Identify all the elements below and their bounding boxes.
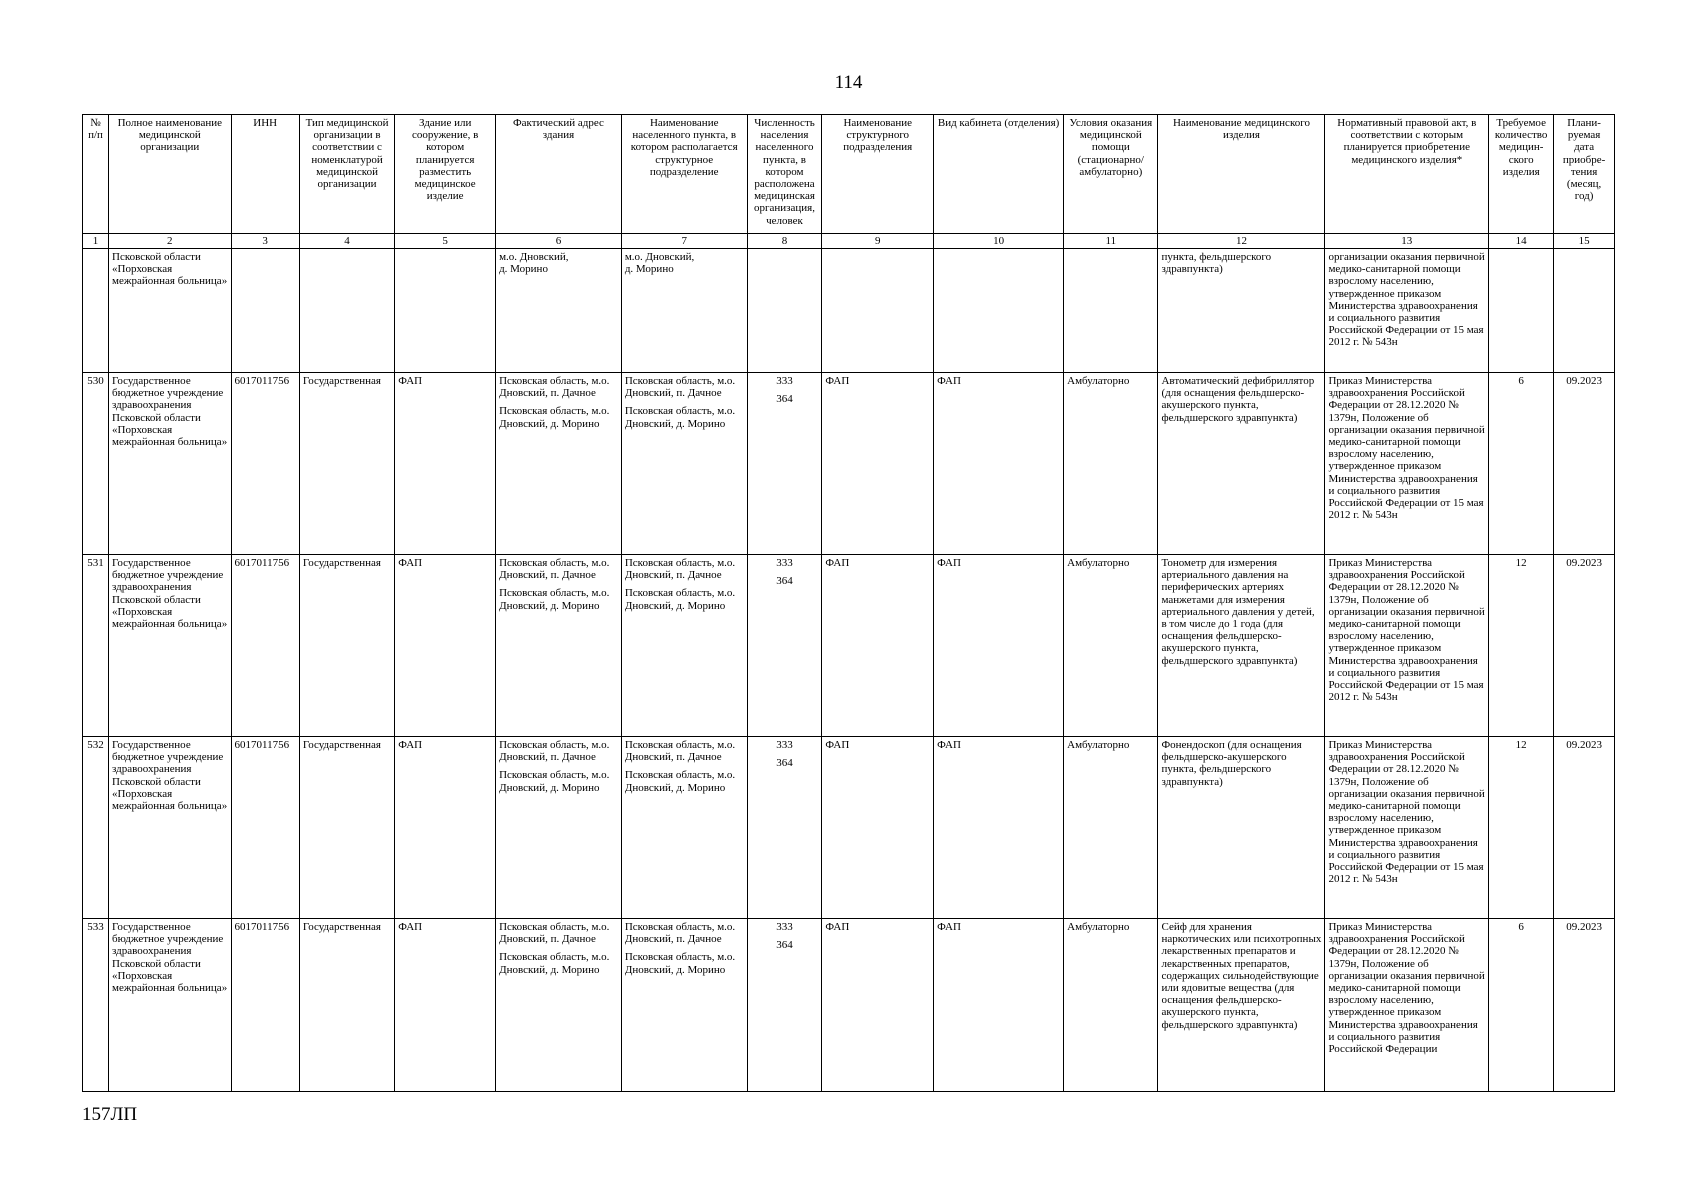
- column-number-row: [83, 234, 1615, 249]
- cell-building: ФАП: [395, 919, 496, 1092]
- header-row: [83, 115, 1615, 234]
- cell-room: ФАП: [934, 373, 1064, 555]
- cell-population: [747, 249, 822, 373]
- column-number: 9: [822, 234, 934, 249]
- column-number: 3: [231, 234, 299, 249]
- address-line: Псковская область, м.о. Дновский, д. Морино: [499, 769, 610, 794]
- cell-org: Псковской области «Порховская межрайонная больница»: [109, 249, 232, 373]
- column-number: 10: [934, 234, 1064, 249]
- header-cell: Условия оказания медицинской помощи (стационарно/ амбулаторно): [1064, 115, 1158, 234]
- cell-building: ФАП: [395, 555, 496, 737]
- cell-address: [496, 249, 622, 373]
- header-cell: Фактический адрес здания: [496, 115, 622, 234]
- cell-locality: [621, 249, 747, 373]
- header-cell: Полное наименование медицинской организации: [109, 115, 232, 234]
- cell-population: [747, 373, 822, 555]
- column-number: 1: [83, 234, 109, 249]
- cell-org: Государственное бюджетное учреждение здравоохранения Псковской области «Порховская межрайонная больница»: [109, 919, 232, 1092]
- address-line: Псковская область, м.о. Дновский, д. Морино: [624, 769, 736, 794]
- population-value: 364: [776, 939, 793, 952]
- cell-org: Государственное бюджетное учреждение здравоохранения Псковской области «Порховская межрайонная больница»: [109, 555, 232, 737]
- column-number: 5: [395, 234, 496, 249]
- population-value: 333: [776, 921, 793, 933]
- cell-device: пункта, фельдшерского здравпункта): [1158, 249, 1325, 373]
- address-line: Псковская область, м.о. Дновский, п. Дачное: [624, 557, 736, 582]
- header-cell: ИНН: [231, 115, 299, 234]
- continuation-row: [83, 249, 1615, 373]
- cell-date: 09.2023: [1554, 737, 1615, 919]
- column-number: 4: [299, 234, 394, 249]
- cell-inn: 6017011756: [231, 919, 299, 1092]
- cell-conditions: Амбулаторно: [1064, 373, 1158, 555]
- cell-conditions: Амбулаторно: [1064, 919, 1158, 1092]
- cell-act: Приказ Министерства здравоохранения Российской Федерации от 28.12.2020 № 1379н, Положение об организации оказания первичной медико-санитарной помощи взрослому населению, утвержденное приказом Министерства здравоохранения и социального развития Российской Федерации: [1325, 919, 1489, 1092]
- cell-number: 532: [83, 737, 109, 919]
- address-line: Псковская область, м.о. Дновский, п. Дачное: [499, 739, 610, 764]
- cell-org: Государственное бюджетное учреждение здравоохранения Псковской области «Порховская межрайонная больница»: [109, 737, 232, 919]
- cell-type: [299, 249, 394, 373]
- column-number: 15: [1554, 234, 1615, 249]
- header-cell: Здание или сооружение, в котором планируется разместить медицинское изделие: [395, 115, 496, 234]
- header-cell: Наименование населенного пункта, в котором располагается структурное подразделение: [621, 115, 747, 234]
- address-line: Псковская область, м.о. Дновский, п. Дачное: [624, 739, 736, 764]
- cell-building: [395, 249, 496, 373]
- cell-unit: [822, 249, 934, 373]
- cell-building: ФАП: [395, 737, 496, 919]
- column-number: 2: [109, 234, 232, 249]
- address-line: Псковская область, м.о. Дновский, п. Дачное: [624, 375, 736, 400]
- header-cell: Нормативный правовой акт, в соответствии с которым планируется приобретение медицинского изделия*: [1325, 115, 1489, 234]
- header-cell: Наименование медицинского изделия: [1158, 115, 1325, 234]
- population-value: 364: [776, 575, 793, 588]
- column-number: 13: [1325, 234, 1489, 249]
- cell-unit: ФАП: [822, 373, 934, 555]
- cell-type: Государственная: [299, 919, 394, 1092]
- cell-act: Приказ Министерства здравоохранения Российской Федерации от 28.12.2020 № 1379н, Положение об организации оказания первичной медико-санитарной помощи взрослому населению, утвержденное приказом Министерства здравоохранения и социального развития Российской Федерации от 15 мая 2012 г. № 543н: [1325, 737, 1489, 919]
- cell-population: [747, 555, 822, 737]
- header-cell: Тип медицинской организации в соответствии с номенклатурой медицинской организации: [299, 115, 394, 234]
- cell-unit: ФАП: [822, 919, 934, 1092]
- population-value: 333: [776, 375, 793, 387]
- cell-inn: [231, 249, 299, 373]
- cell-room: [934, 249, 1064, 373]
- population-value: 333: [776, 557, 793, 569]
- column-number: 14: [1489, 234, 1554, 249]
- table-row: [83, 555, 1615, 737]
- column-number: 11: [1064, 234, 1158, 249]
- cell-room: ФАП: [934, 919, 1064, 1092]
- address-line: Псковская область, м.о. Дновский, п. Дачное: [624, 921, 736, 946]
- cell-qty: [1489, 249, 1554, 373]
- cell-qty: 6: [1489, 373, 1554, 555]
- cell-number: [83, 249, 109, 373]
- address-line: Псковская область, м.о. Дновский, д. Морино: [624, 951, 736, 976]
- cell-act: организации оказания первичной медико-санитарной помощи взрослому населению, утвержденное приказом Министерства здравоохранения и социального развития Российской Федерации от 15 мая 2012 г. № 543н: [1325, 249, 1489, 373]
- cell-inn: 6017011756: [231, 373, 299, 555]
- cell-conditions: Амбулаторно: [1064, 555, 1158, 737]
- cell-date: [1554, 249, 1615, 373]
- column-number: 7: [621, 234, 747, 249]
- population-value: 333: [776, 739, 793, 751]
- table-row: [83, 737, 1615, 919]
- header-cell: Плани-руемая дата приобре-тения (месяц, год): [1554, 115, 1615, 234]
- header-cell: Вид кабинета (отделения): [934, 115, 1064, 234]
- cell-population: [747, 737, 822, 919]
- cell-conditions: Амбулаторно: [1064, 737, 1158, 919]
- cell-room: ФАП: [934, 555, 1064, 737]
- column-number: 8: [747, 234, 822, 249]
- cell-number: 530: [83, 373, 109, 555]
- address-line: Псковская область, м.о. Дновский, д. Морино: [499, 405, 610, 430]
- cell-address: [496, 919, 622, 1092]
- cell-locality: [621, 737, 747, 919]
- cell-act: Приказ Министерства здравоохранения Российской Федерации от 28.12.2020 № 1379н, Положение об организации оказания первичной медико-санитарной помощи взрослому населению, утвержденное приказом Министерства здравоохранения и социального развития Российской Федерации от 15 мая 2012 г. № 543н: [1325, 373, 1489, 555]
- cell-type: Государственная: [299, 737, 394, 919]
- cell-address: [496, 373, 622, 555]
- population-value: 364: [776, 757, 793, 770]
- cell-address: [496, 737, 622, 919]
- address-line: д. Морино: [499, 263, 548, 276]
- cell-inn: 6017011756: [231, 737, 299, 919]
- table-row: [83, 373, 1615, 555]
- page-number: 114: [834, 72, 863, 93]
- cell-building: ФАП: [395, 373, 496, 555]
- cell-device: Фонендоскоп (для оснащения фельдшерско-акушерского пункта, фельдшерского здравпункта): [1158, 737, 1325, 919]
- cell-qty: 12: [1489, 737, 1554, 919]
- address-line: Псковская область, м.о. Дновский, п. Дачное: [499, 921, 610, 946]
- cell-population: [747, 919, 822, 1092]
- address-line: д. Морино: [624, 263, 674, 276]
- cell-locality: [621, 919, 747, 1092]
- cell-inn: 6017011756: [231, 555, 299, 737]
- header-cell: Численность населения населенного пункта, в котором расположена медицинская организация, человек: [747, 115, 822, 234]
- cell-unit: ФАП: [822, 555, 934, 737]
- document-code: 157ЛП: [82, 1104, 138, 1125]
- column-number: 12: [1158, 234, 1325, 249]
- cell-device: Тонометр для измерения артериального давления на периферических артериях манжетами для измерения артериального давления у детей, в том числе до 1 года (для оснащения фельдшерско-акушерского пункта, фельдшерского здравпункта): [1158, 555, 1325, 737]
- cell-conditions: [1064, 249, 1158, 373]
- address-line: Псковская область, м.о. Дновский, п. Дачное: [499, 557, 610, 582]
- cell-qty: 6: [1489, 919, 1554, 1092]
- cell-device: Сейф для хранения наркотических или психотропных лекарственных препаратов и лекарственных препаратов, содержащих сильнодействующие или ядовитые вещества (для оснащения фельдшерско-акушерского пункта, фельдшерского здравпункта): [1158, 919, 1325, 1092]
- population-value: 364: [776, 393, 793, 406]
- address-line: Псковская область, м.о. Дновский, д. Морино: [624, 405, 736, 430]
- column-number: 6: [496, 234, 622, 249]
- cell-address: [496, 555, 622, 737]
- cell-date: 09.2023: [1554, 919, 1615, 1092]
- address-line: м.о. Дновский,: [499, 251, 569, 263]
- cell-device: Автоматический дефибриллятор (для оснащения фельдшерско-акушерского пункта, фельдшерского здравпункта): [1158, 373, 1325, 555]
- cell-qty: 12: [1489, 555, 1554, 737]
- header-cell: Требуемое количество медицин-ского изделия: [1489, 115, 1554, 234]
- address-line: Псковская область, м.о. Дновский, д. Морино: [499, 951, 610, 976]
- cell-act: Приказ Министерства здравоохранения Российской Федерации от 28.12.2020 № 1379н, Положение об организации оказания первичной медико-санитарной помощи взрослому населению, утвержденное приказом Министерства здравоохранения и социального развития Российской Федерации от 15 мая 2012 г. № 543н: [1325, 555, 1489, 737]
- cell-number: 533: [83, 919, 109, 1092]
- cell-org: Государственное бюджетное учреждение здравоохранения Псковской области «Порховская межрайонная больница»: [109, 373, 232, 555]
- cell-locality: [621, 555, 747, 737]
- table-row: [83, 919, 1615, 1092]
- address-line: м.о. Дновский,: [624, 251, 695, 263]
- cell-type: Государственная: [299, 555, 394, 737]
- cell-date: 09.2023: [1554, 555, 1615, 737]
- cell-type: Государственная: [299, 373, 394, 555]
- cell-room: ФАП: [934, 737, 1064, 919]
- address-line: Псковская область, м.о. Дновский, д. Морино: [499, 587, 610, 612]
- cell-date: 09.2023: [1554, 373, 1615, 555]
- cell-locality: [621, 373, 747, 555]
- address-line: Псковская область, м.о. Дновский, п. Дачное: [499, 375, 610, 400]
- cell-unit: ФАП: [822, 737, 934, 919]
- equipment-table: [82, 114, 1615, 1092]
- header-cell: № п/п: [83, 115, 109, 234]
- cell-number: 531: [83, 555, 109, 737]
- address-line: Псковская область, м.о. Дновский, д. Морино: [624, 587, 736, 612]
- header-cell: Наименование структурного подразделения: [822, 115, 934, 234]
